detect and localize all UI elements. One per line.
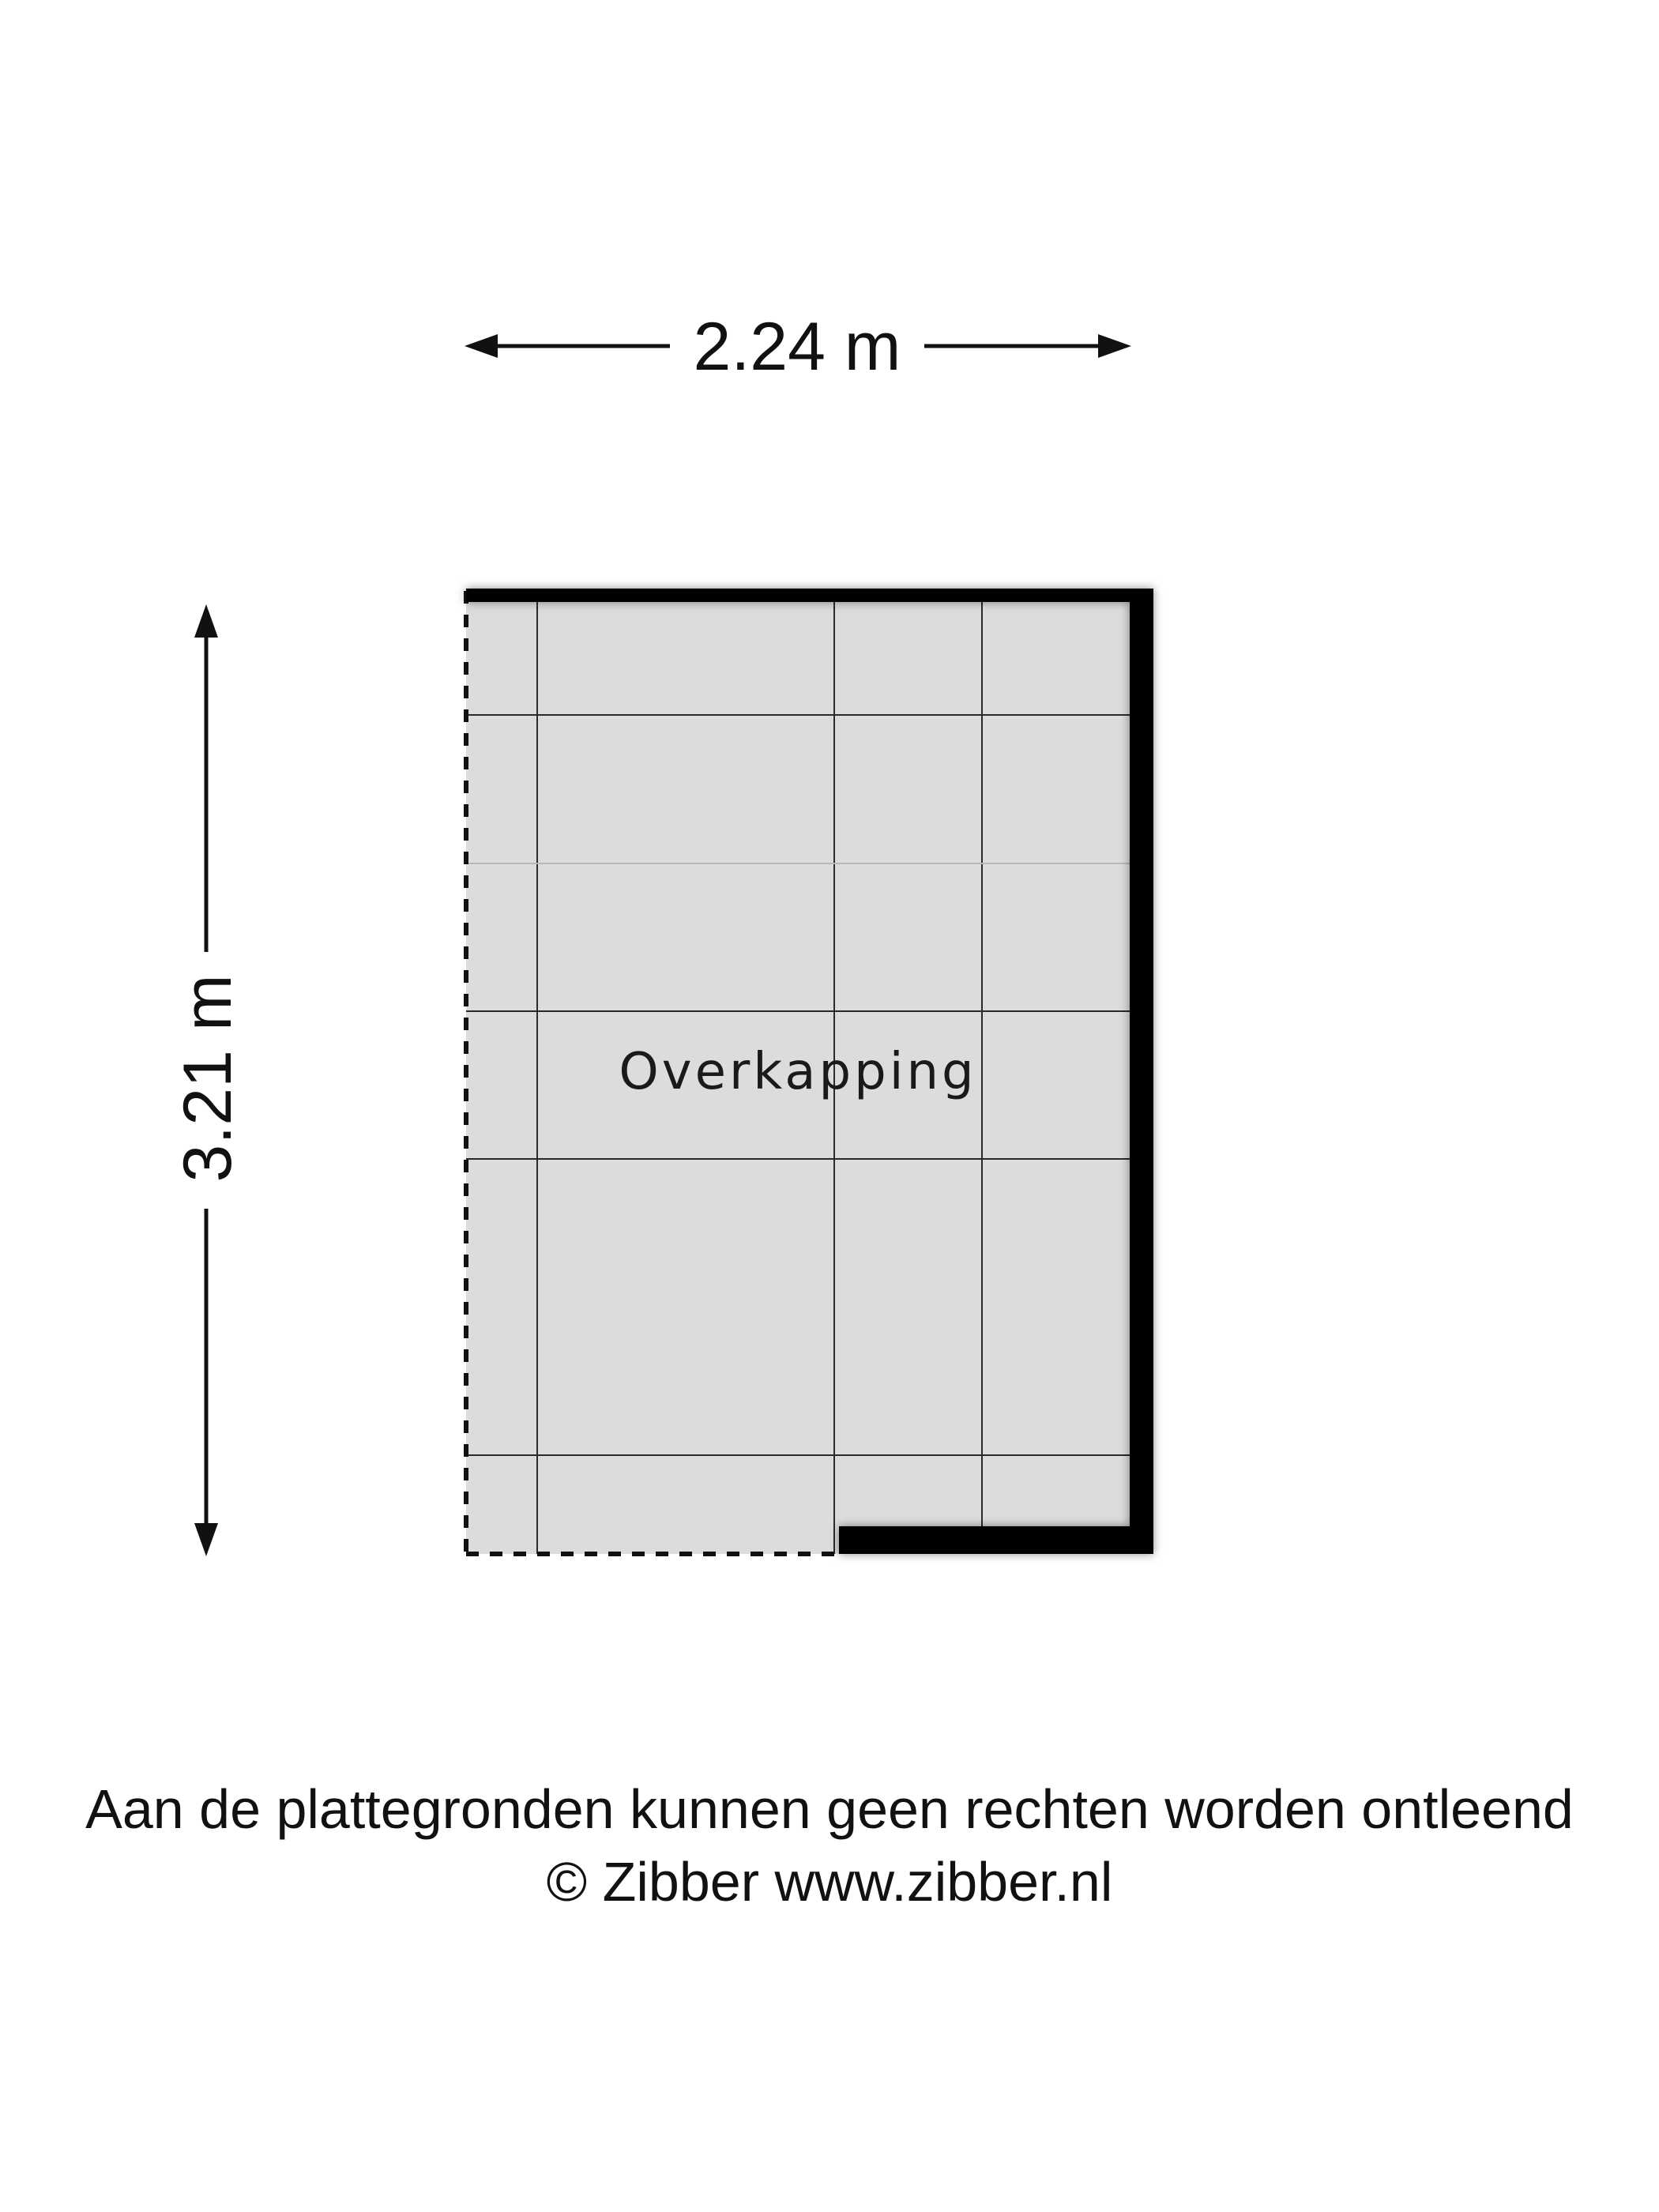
height-label: 3.21 m: [170, 974, 246, 1183]
room-overkapping: [466, 589, 1153, 1554]
disclaimer-text: Aan de plattegronden kunnen geen rechten worden ontleend: [85, 1778, 1574, 1840]
width-arrowhead-right: [1098, 334, 1131, 358]
width-label: 2.24 m: [693, 309, 901, 385]
height-arrowhead-top: [194, 604, 218, 638]
room-label: Overkapping: [619, 1043, 977, 1101]
width-arrowhead-left: [465, 334, 498, 358]
width-dimension: [465, 309, 1131, 385]
height-dimension: [170, 604, 246, 1556]
height-arrowhead-bottom: [194, 1523, 218, 1556]
copyright-text: © Zibber www.zibber.nl: [546, 1851, 1113, 1913]
